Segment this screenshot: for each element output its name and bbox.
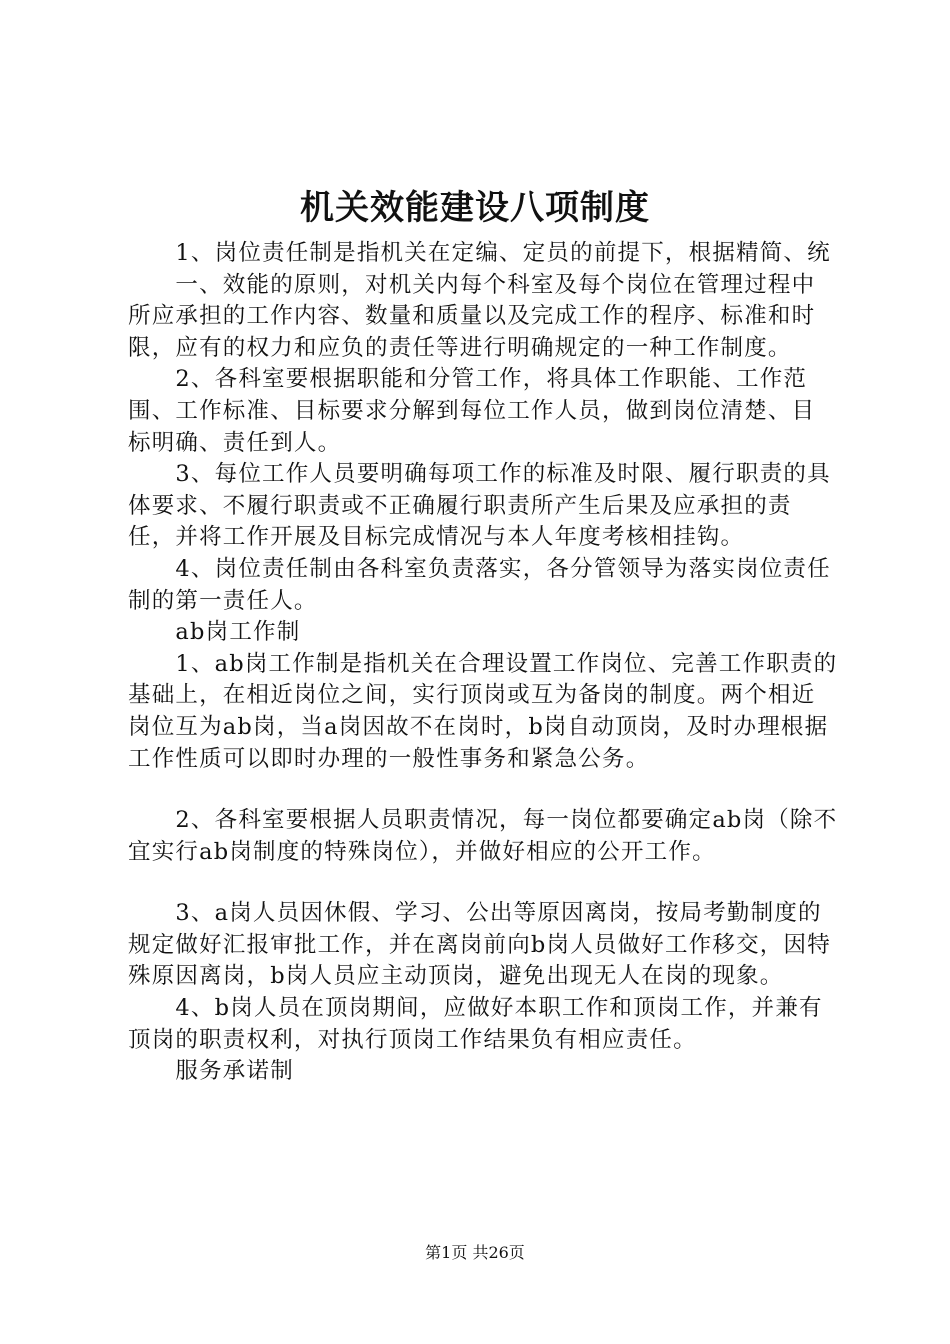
paragraph-2: 一、效能的原则，对机关内每个科室及每个岗位在管理过程中所应承担的工作内容、数量和质量以及完成工作的程序、标准和时限，应有的权力和应负的责任等进行明确规定的一种工作制度。: [128, 271, 816, 361]
section-heading-service-pledge: 服务承诺制: [128, 1058, 294, 1085]
blank-line: [128, 775, 838, 805]
document-title: 机关效能建设八项制度: [300, 188, 650, 228]
paragraph-9: 3、a岗人员因休假、学习、公出等原因离岗，按局考勤制度的规定做好汇报审批工作，并在离岗前向b岗人员做好工作移交，因特殊原因离岗，b岗人员应主动顶岗，避免出现无人在岗的现象。: [128, 900, 831, 990]
paragraph-1: 1、岗位责任制是指机关在定编、定员的前提下，根据精简、统: [128, 240, 831, 266]
section-heading-ab-post: ab岗工作制: [128, 619, 301, 646]
paragraph-8: 2、各科室要根据人员职责情况，每一岗位都要确定ab岗（除不宜实行ab岗制度的特殊岗位），并做好相应的公开工作。: [128, 807, 838, 865]
page-footer: 第1页 共26页: [425, 1243, 525, 1262]
document-body: [128, 238, 838, 1088]
paragraph-10: 4、b岗人员在顶岗期间，应做好本职工作和顶岗工作，并兼有顶岗的职责权利，对执行顶岗工作结果负有相应责任。: [128, 995, 823, 1053]
paragraph-7: 1、ab岗工作制是指机关在合理设置工作岗位、完善工作职责的基础上，在相近岗位之间，实行顶岗或互为备岗的制度。两个相近岗位互为ab岗，当a岗因故不在岗时，b岗自动顶岗，及时办理根据工作性质可以即时办理的一般性事务和紧急公务。: [128, 650, 838, 772]
paragraph-4: 3、每位工作人员要明确每项工作的标准及时限、履行职责的具体要求、不履行职责或不正确履行职责所产生后果及应承担的责任，并将工作开展及目标完成情况与本人年度考核相挂钩。: [128, 461, 831, 551]
paragraph-3: 2、各科室要根据职能和分管工作，将具体工作职能、工作范围、工作标准、目标要求分解到每位工作人员，做到岗位清楚、目标明确、责任到人。: [128, 366, 816, 456]
blank-line: [128, 868, 838, 898]
paragraph-5: 4、岗位责任制由各科室负责落实，各分管领导为落实岗位责任制的第一责任人。: [128, 555, 831, 614]
